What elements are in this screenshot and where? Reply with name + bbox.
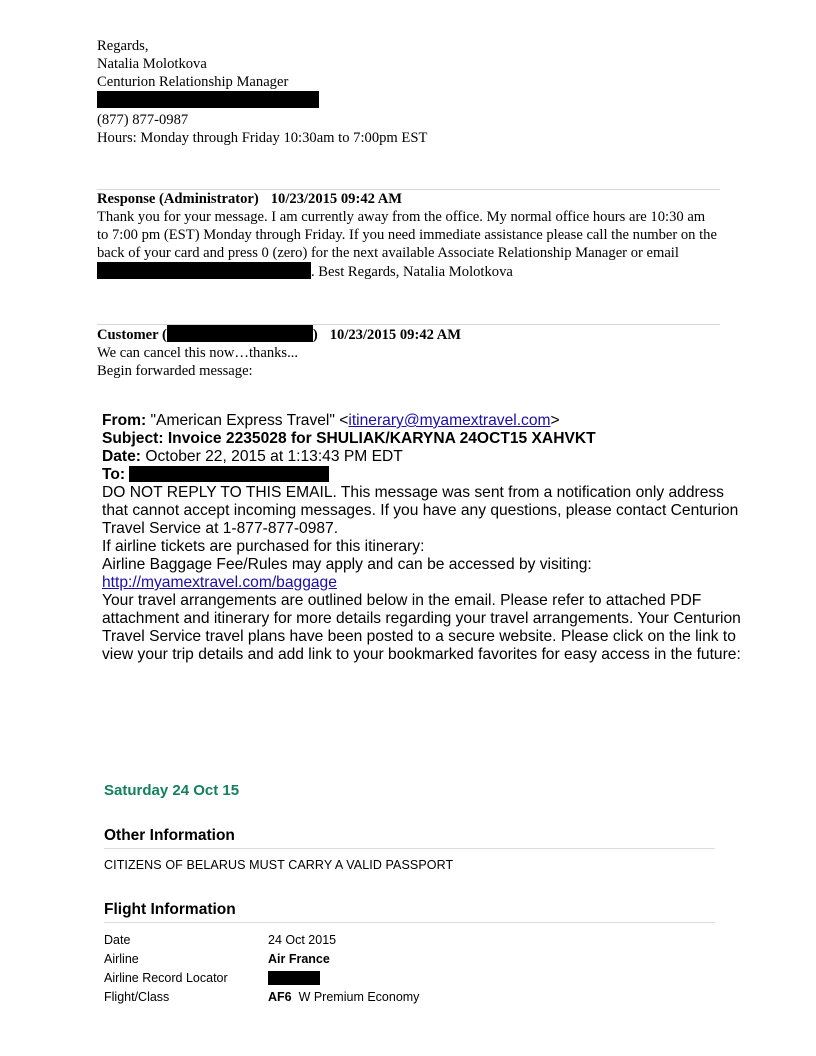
flight-row-value: 24 Oct 2015 (268, 933, 337, 947)
signature-phone: (877) 877-0987 (97, 112, 189, 128)
customer-timestamp: 10/23/2015 09:42 AM (329, 327, 462, 343)
flight-row-date (104, 931, 336, 950)
subject-line (102, 430, 742, 448)
from-line (102, 412, 742, 430)
flight-row-flight-class (104, 988, 419, 1007)
customer-author: Customer ( (97, 327, 167, 343)
response-timestamp: 10/23/2015 09:42 AM (270, 191, 403, 207)
redacted-email-bar (97, 91, 319, 108)
itinerary-day-heading: Saturday 24 Oct 15 (104, 782, 240, 799)
customer-message (97, 325, 720, 380)
baggage-link[interactable]: http://myamextravel.com/baggage (102, 574, 337, 591)
notice-text: DO NOT REPLY TO THIS EMAIL. This message was sent from a notification only address that cannot accept incoming messages. If you have any questions, please contact Centurion Travel Service at 1-877-877-0987. (102, 484, 739, 537)
customer-author-close: ) (312, 327, 318, 343)
subject-text: Invoice 2235028 for SHULIAK/KARYNA 24OCT15 XAHVKT (163, 430, 596, 447)
from-label: From: (102, 412, 147, 429)
forwarded-message (102, 412, 742, 664)
signature-title: Centurion Relationship Manager (97, 74, 289, 90)
subject-label: Subject: (102, 430, 164, 447)
from-close: > (550, 412, 560, 429)
signature-closing: Regards, (97, 38, 149, 54)
response-message (97, 190, 720, 281)
airline-intro: If airline tickets are purchased for this itinerary: (102, 538, 425, 555)
flight-class: W Premium Economy (298, 990, 420, 1004)
flight-number: AF6 (268, 990, 292, 1004)
customer-line: Begin forwarded message: (97, 363, 253, 379)
from-email-link[interactable]: itinerary@myamextravel.com (348, 412, 551, 429)
section-divider (104, 848, 715, 849)
section-divider (104, 922, 715, 923)
customer-line: We can cancel this now…thanks... (97, 345, 299, 361)
signature-name: Natalia Molotkova (97, 56, 207, 72)
signature-hours: Hours: Monday through Friday 10:30am to 7:00pm EST (97, 130, 428, 146)
other-information-text: CITIZENS OF BELARUS MUST CARRY A VALID PASSPORT (104, 858, 454, 872)
baggage-text: Airline Baggage Fee/Rules may apply and can be accessed by visiting: (102, 556, 592, 573)
flight-row-label: Airline (104, 952, 139, 966)
to-label: To: (102, 466, 126, 483)
date-line (102, 448, 742, 466)
flight-row-airline (104, 950, 330, 969)
flight-row-label: Date (104, 933, 131, 947)
date-text: October 22, 2015 at 1:13:43 PM EDT (141, 448, 403, 465)
flight-row-label: Flight/Class (104, 990, 170, 1004)
redacted-email-bar (97, 262, 311, 279)
response-author: Response (Administrator) (97, 191, 259, 207)
to-line (102, 466, 742, 484)
flight-row-record-locator (104, 969, 320, 988)
customer-header (97, 325, 720, 344)
redacted-name-bar (167, 325, 313, 342)
other-information-title: Other Information (104, 827, 235, 844)
redacted-locator-bar (268, 971, 320, 985)
flight-row-label: Airline Record Locator (104, 971, 228, 985)
response-header (97, 190, 720, 208)
date-label: Date: (102, 448, 141, 465)
arrangements-text: Your travel arrangements are outlined below in the email. Please refer to attached PDF attachment and itinerary for more details regarding your travel arrangements. Your Centurion Travel Service travel plans have been posted to a secure website. Please click on the link to view your trip details and add link to your bookmarked favorites for easy access in the future: (102, 592, 741, 663)
redacted-recipient-bar (129, 466, 329, 482)
flight-row-value: Air France (268, 952, 330, 966)
from-name: "American Express Travel" < (146, 412, 349, 429)
response-body-closing: . Best Regards, Natalia Molotkova (311, 264, 513, 280)
flight-information-title: Flight Information (104, 901, 236, 918)
response-body-text: Thank you for your message. I am currently away from the office. My normal office hours are 10:30 am to 7:00 pm (EST) Monday through Friday. If you need immediate assistance please call the number on the back of your card and press 0 (zero) for the next available Associate Relationship Manager or email (97, 209, 717, 261)
response-body (97, 208, 720, 281)
signature-block (97, 37, 737, 147)
